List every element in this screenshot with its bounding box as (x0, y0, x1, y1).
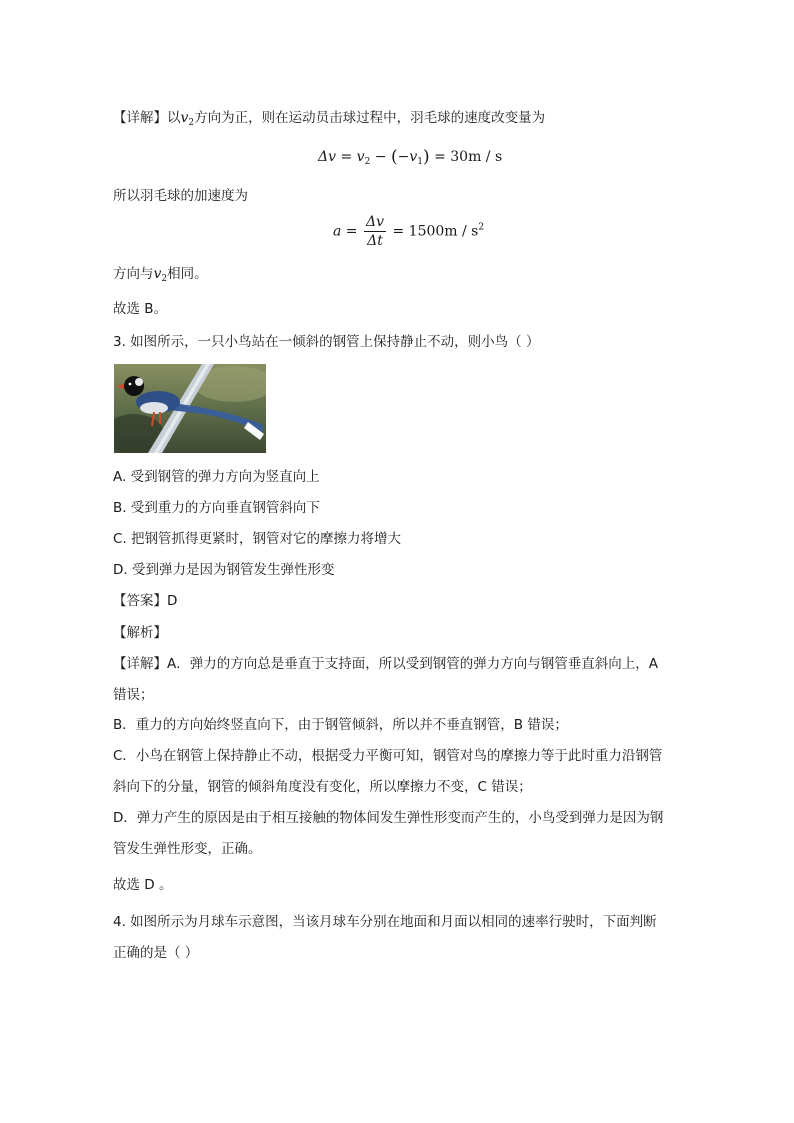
q3-answer: 【答案】D (113, 593, 178, 609)
var-v2: $v_2$ (180, 110, 195, 128)
q2-accel-intro: 所以羽毛球的加速度为 (113, 188, 248, 204)
q3-option-a: A. 受到钢管的弹力方向为竖直向上 (113, 469, 320, 485)
q3-option-d: D. 受到弹力是因为钢管发生弹性形变 (113, 562, 335, 578)
q3-detail-line-7: 管发生弹性形变，正确。 (113, 841, 262, 857)
q2-choose: 故选 B。 (113, 301, 168, 317)
bird-illustration (114, 364, 266, 453)
q2-direction-line: 方向与$v_2$相同。 (113, 266, 208, 284)
q2-detail-line: 【详解】以$v_2$方向为正，则在运动员击球过程中，羽毛球的速度改变量为 (113, 110, 546, 128)
q3-analysis-tag: 【解析】 (113, 625, 167, 641)
q3-detail-line-1: 【详解】A．弹力的方向总是垂直于支持面，所以受到钢管的弹力方向与钢管垂直斜向上，A (113, 656, 658, 672)
q3-detail-line-4: C．小鸟在钢管上保持静止不动，根据受力平衡可知，钢管对鸟的摩擦力等于此时重力沿钢管 (113, 748, 663, 764)
q3-detail-line-2: 错误； (113, 687, 154, 703)
bird-on-pipe-photo (114, 364, 266, 453)
q3-option-c: C. 把钢管抓得更紧时，钢管对它的摩擦力将增大 (113, 531, 402, 547)
q4-stem-line-1: 4. 如图所示为月球车示意图，当该月球车分别在地面和月面以相同的速率行驶时，下面判断 (113, 914, 657, 930)
q3-detail-line-5: 斜向下的分量，钢管的倾斜角度没有变化，所以摩擦力不变，C 错误； (113, 779, 532, 795)
equation-acceleration: a = $\frac{\Delta v}{\Delta t}$ = $1500m / s^2$ (333, 214, 485, 249)
fraction: $\frac{\Delta v}{\Delta t}$ (366, 214, 385, 249)
equation-delta-v: $\Delta v = v_2 - (-v_1) = 30m / s$ (318, 147, 503, 167)
q3-detail-line-6: D．弹力产生的原因是由于相互接触的物体间发生弹性形变而产生的，小鸟受到弹力是因为钢 (113, 810, 664, 826)
q3-stem: 3. 如图所示，一只小鸟站在一倾斜的钢管上保持静止不动，则小鸟（ ） (113, 334, 540, 350)
q3-choose: 故选 D 。 (113, 877, 173, 893)
q3-detail-line-3: B．重力的方向始终竖直向下，由于钢管倾斜，所以并不垂直钢管，B 错误； (113, 717, 568, 733)
q4-stem-line-2: 正确的是（ ） (113, 945, 199, 961)
q3-option-b: B. 受到重力的方向垂直钢管斜向下 (113, 500, 320, 516)
detail-tag: 【详解】 (113, 110, 167, 126)
